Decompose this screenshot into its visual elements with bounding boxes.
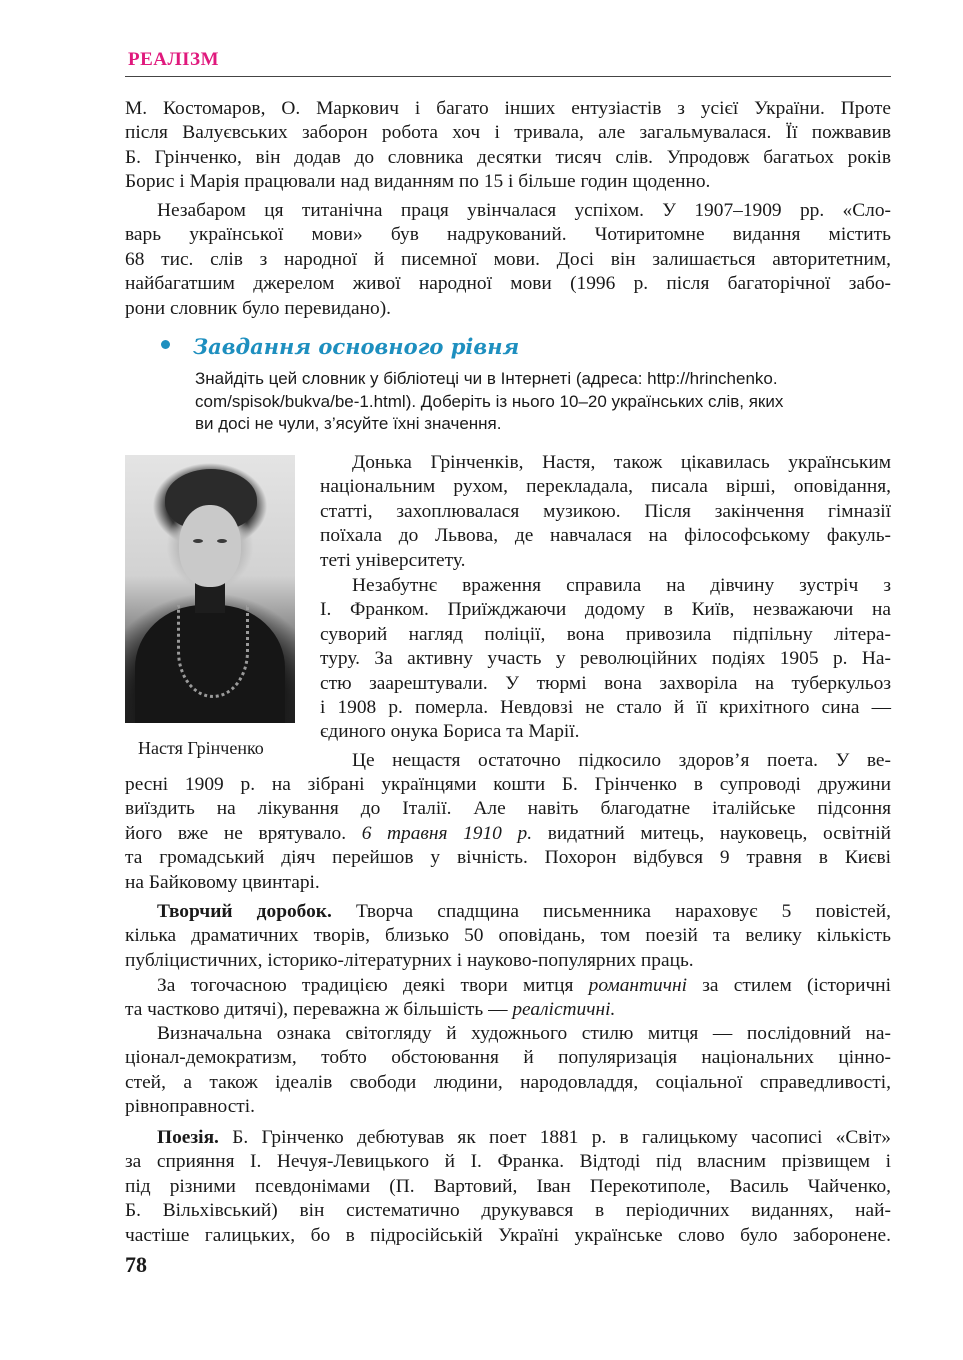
paragraph-legacy — [125, 900, 891, 973]
text-line: статті, захоплювалася музикою. Після закінчення гімназії — [320, 500, 891, 522]
text-line: рони словник було перевидано). — [125, 297, 392, 319]
text-line: та громадський діяч перейшов у вічність. Похорон відбувся 9 травня в Києві — [125, 847, 891, 869]
text-line: ціонал-демократизм, тобто обстоювання й популяризація національних цінно- — [125, 1047, 891, 1069]
text-line: Б. Вільхівський) він систематично друкувався в періодичних виданнях, най- — [125, 1200, 891, 1222]
text-fragment: та частково дитячі), переважна ж більшість — — [125, 999, 508, 1021]
photo-caption: Настя Грінченко — [138, 738, 264, 758]
text-line: і 1908 р. померла. Невдовзі не стало й її крихітного сина — — [320, 697, 891, 719]
text-line: Незабутнє враження справила на дівчину зустріч з — [352, 575, 891, 596]
header-rule — [125, 76, 891, 77]
legacy-label: Творчий доробок. — [157, 901, 332, 922]
paragraph-misfortune-cont — [125, 773, 891, 895]
text-line: І. Франком. Приїжджаючи додому в Київ, незважаючи на — [320, 599, 891, 621]
text-fragment: за стилем (історичні — [702, 975, 891, 996]
text-line: Донька Грінченків, Настя, також цікавилась українським — [352, 452, 891, 473]
text-fragment: За тогочасною традицією деякі твори митця — [157, 975, 574, 996]
poetry-label: Поезія. — [157, 1127, 219, 1148]
term-emphasis: реалістичні. — [512, 999, 616, 1021]
text-line: рівноправності. — [125, 1096, 256, 1118]
text-line: на Байковому цвинтарі. — [125, 871, 320, 893]
task-title: Завдання основного рівня — [193, 334, 520, 359]
task-text — [195, 368, 881, 436]
text-line: стю заарештували. У тюрмі вона захворіла на туберкульоз — [320, 672, 891, 694]
task-line: com/spisok/bukva/be-1.html). Доберіть із нього 10–20 українських слів, яких — [195, 391, 784, 411]
paragraph-intro — [125, 97, 891, 195]
text-line: кілька драматичних творів, близько 50 оповідань, том поезій та велику кількість — [125, 925, 891, 947]
text-line: суворий нагляд поліції, вона привозила підпільну літера- — [320, 623, 891, 645]
text-line: 68 тис. слів з народної й писемної мови. Досі він залишається авторитетним, — [125, 248, 891, 270]
text-line: після Валуєвських заборон робота хоч і тривала, але загальмувалася. Її пожвавив — [125, 122, 891, 144]
paragraph-misfortune — [320, 749, 891, 773]
paragraph-poetry — [125, 1126, 891, 1248]
header-title: РЕАЛІЗМ — [128, 49, 220, 70]
text-line: стей, а також ідеалів свободи людини, народовладдя, соціальної справедливості, — [125, 1071, 891, 1093]
text-line: публіцистичних, історико-літературних і науково-популярних праць. — [125, 949, 694, 971]
task-line: ви досі не чули, з’ясуйте їхні значення. — [195, 414, 502, 433]
text-line: виїздить на лікування до Італії. Але навіть благодатне італійське підсоння — [125, 798, 891, 820]
text-fragment: його вже не врятувало. — [125, 822, 347, 844]
text-line — [125, 998, 891, 1022]
text-fragment: Творча спадщина письменника нараховує 5 повістей, — [355, 901, 891, 922]
paragraph-success — [125, 199, 891, 321]
page-number: 78 — [125, 1252, 147, 1277]
bullet-icon — [161, 340, 170, 349]
paragraph-worldview — [125, 1022, 891, 1120]
text-line: Б. Грінченко, він додав до словника десятки тисяч слів. Упродовж багатьох років — [125, 146, 891, 168]
paragraph-franko — [320, 574, 891, 745]
text-line: найбагатшим джерелом живої народної мови (1996 р. після багаторічної забо- — [125, 273, 891, 295]
text-line: Це нещастя остаточно підкосило здоров’я поета. У ве- — [352, 750, 891, 771]
text-line: під різними псевдонімами (П. Вартовий, Іван Перекотиполе, Василь Чайченко, — [125, 1175, 891, 1197]
text-line — [125, 900, 891, 924]
text-line: Визначальна ознака світогляду й художнього стилю митця — послідовний на- — [157, 1023, 891, 1044]
portrait-photo — [125, 455, 295, 723]
text-fragment: видатний митець, науковець, освітній — [547, 822, 891, 844]
text-line: поїхала до Львова, де навчалася на філософському факуль- — [320, 525, 891, 547]
text-line — [125, 974, 891, 998]
date-emphasis: 6 травня 1910 р. — [361, 822, 533, 844]
text-line: єдиного онука Бориса та Марії. — [320, 721, 580, 743]
text-line: Борис і Марія працювали над виданням по 15 і більше годин щоденно. — [125, 171, 711, 193]
text-line: варь української мови» був надрукований. Чотиритомне видання містить — [125, 224, 891, 246]
text-line: теті університету. — [320, 549, 466, 571]
text-line: національним рухом, перекладала, писала вірші, оповідання, — [320, 476, 891, 498]
paragraph-nastia — [320, 451, 891, 573]
text-line: М. Костомаров, О. Маркович і багато інших ентузіастів з усієї України. Проте — [125, 98, 891, 119]
text-line — [125, 1126, 891, 1150]
paragraph-style — [125, 974, 891, 1023]
text-line: частіше галицьких, бо в підросійській Україні українське слово було заборонене. — [125, 1224, 891, 1246]
text-line: за сприяння І. Нечуя-Левицького й І. Франка. Відтоді під власним прізвищем і — [125, 1151, 891, 1173]
task-line: Знайдіть цей словник у бібліотеці чи в Інтернеті (адреса: http://hrinchenko. — [195, 369, 778, 388]
text-line: ресні 1909 р. на зібрані українцями кошти Б. Грінченко в супроводі дружини — [125, 774, 891, 795]
text-line — [125, 822, 891, 846]
text-fragment: Б. Грінченко дебютував як поет 1881 р. в галицькому часописі «Світ» — [232, 1127, 891, 1148]
text-line: туру. За активну участь у революційних подіях 1905 р. На- — [320, 648, 891, 670]
term-emphasis: романтичні — [588, 975, 687, 996]
text-line: Незабаром ця титанічна праця увінчалася успіхом. У 1907–1909 рр. «Сло- — [157, 200, 891, 221]
